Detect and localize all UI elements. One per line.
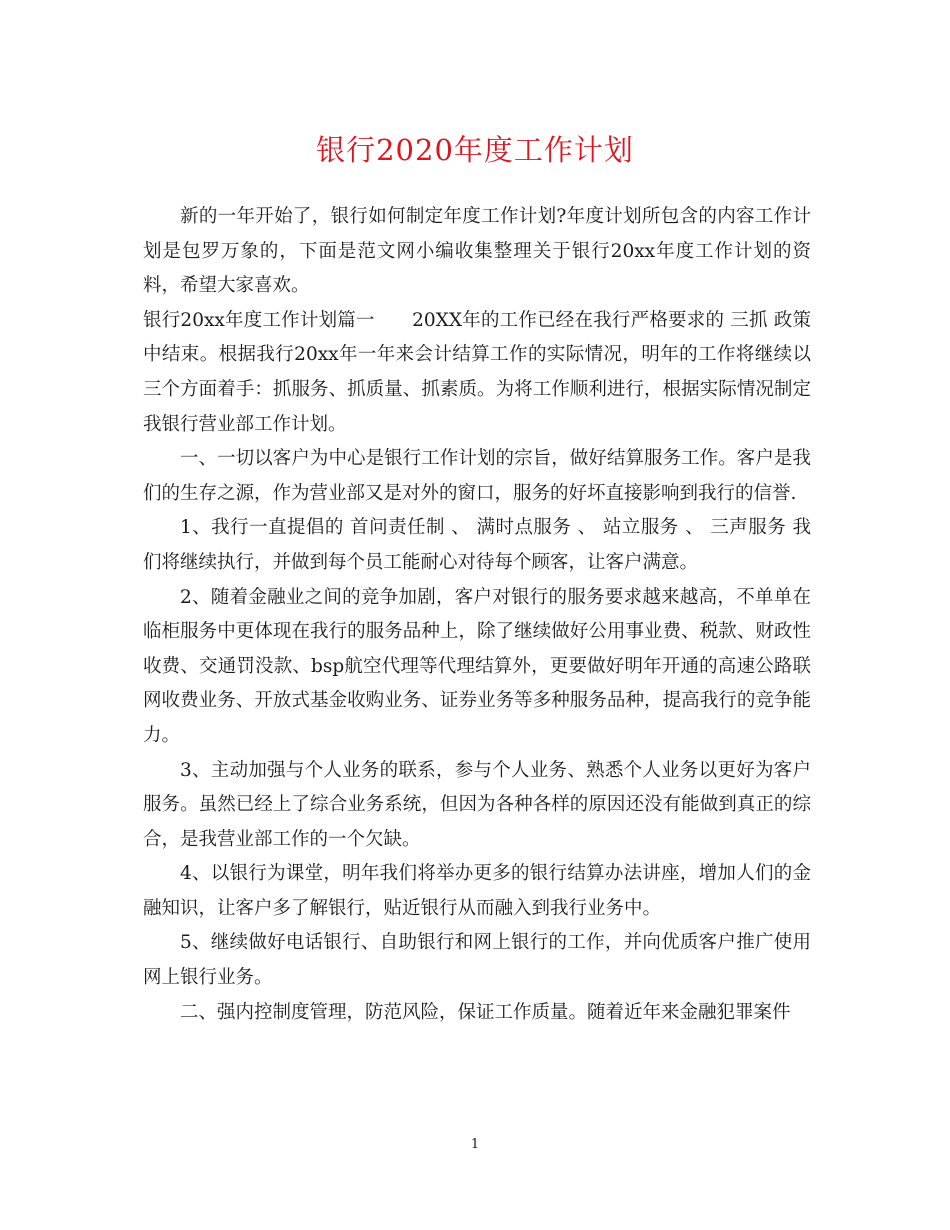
paragraph-intro: 新的一年开始了，银行如何制定年度工作计划?年度计划所包含的内容工作计划是包罗万象的，下面是范文网小编收集整理关于银行20xx年度工作计划的资料，希望大家喜欢。	[143, 206, 811, 297]
paragraph-item-3: 3、主动加强与个人业务的联系，参与个人业务、熟悉个人业务以更好为客户服务。虽然已经上了综合业务系统，但因为各种各样的原因还没有能做到真正的综合，是我营业部工作的一个欠缺。	[143, 759, 811, 850]
paragraph-item-1: 1、我行一直提倡的 首问责任制 、 满时点服务 、 站立服务 、 三声服务 我们将继续执行，并做到每个员工能耐心对待每个顾客，让客户满意。	[143, 517, 811, 573]
paragraph-point-one: 一、一切以客户为中心是银行工作计划的宗旨，做好结算服务工作。客户是我们的生存之源，作为营业部又是对外的窗口，服务的好坏直接影响到我行的信誉.	[143, 448, 811, 504]
paragraph-section-one-intro: 银行20xx年度工作计划篇一 20XX年的工作已经在我行严格要求的 三抓 政策中结束。根据我行20xx年一年来会计结算工作的实际情况，明年的工作将继续以三个方面着手：抓服务、抓质量、抓素质。为将工作顺利进行，根据实际情况制定我银行营业部工作计划。	[143, 309, 811, 435]
page-number: 1	[470, 1137, 480, 1152]
paragraph-item-4: 4、以银行为课堂，明年我们将举办更多的银行结算办法讲座，增加人们的金融知识，让客户多了解银行，贴近银行从而融入到我行业务中。	[143, 863, 811, 919]
document-title: 银行2020年度工作计划	[316, 133, 634, 167]
document-body	[143, 200, 811, 1030]
paragraph-item-5: 5、继续做好电话银行、自助银行和网上银行的工作，并向优质客户推广使用网上银行业务。	[143, 932, 811, 989]
paragraph-item-2: 2、随着金融业之间的竞争加剧，客户对银行的服务要求越来越高，不单单在临柜服务中更体现在我行的服务品种上，除了继续做好公用事业费、税款、财政性收费、交通罚没款、bsp航空代理等代理结算外，更要做好明年开通的高速公路联网收费业务、开放式基金收购业务、证券业务等多种服务品种，提高我行的竞争能力。	[143, 586, 811, 746]
paragraph-point-two: 二、强内控制度管理，防范风险，保证工作质量。随着近年来金融犯罪案件	[180, 1001, 791, 1023]
